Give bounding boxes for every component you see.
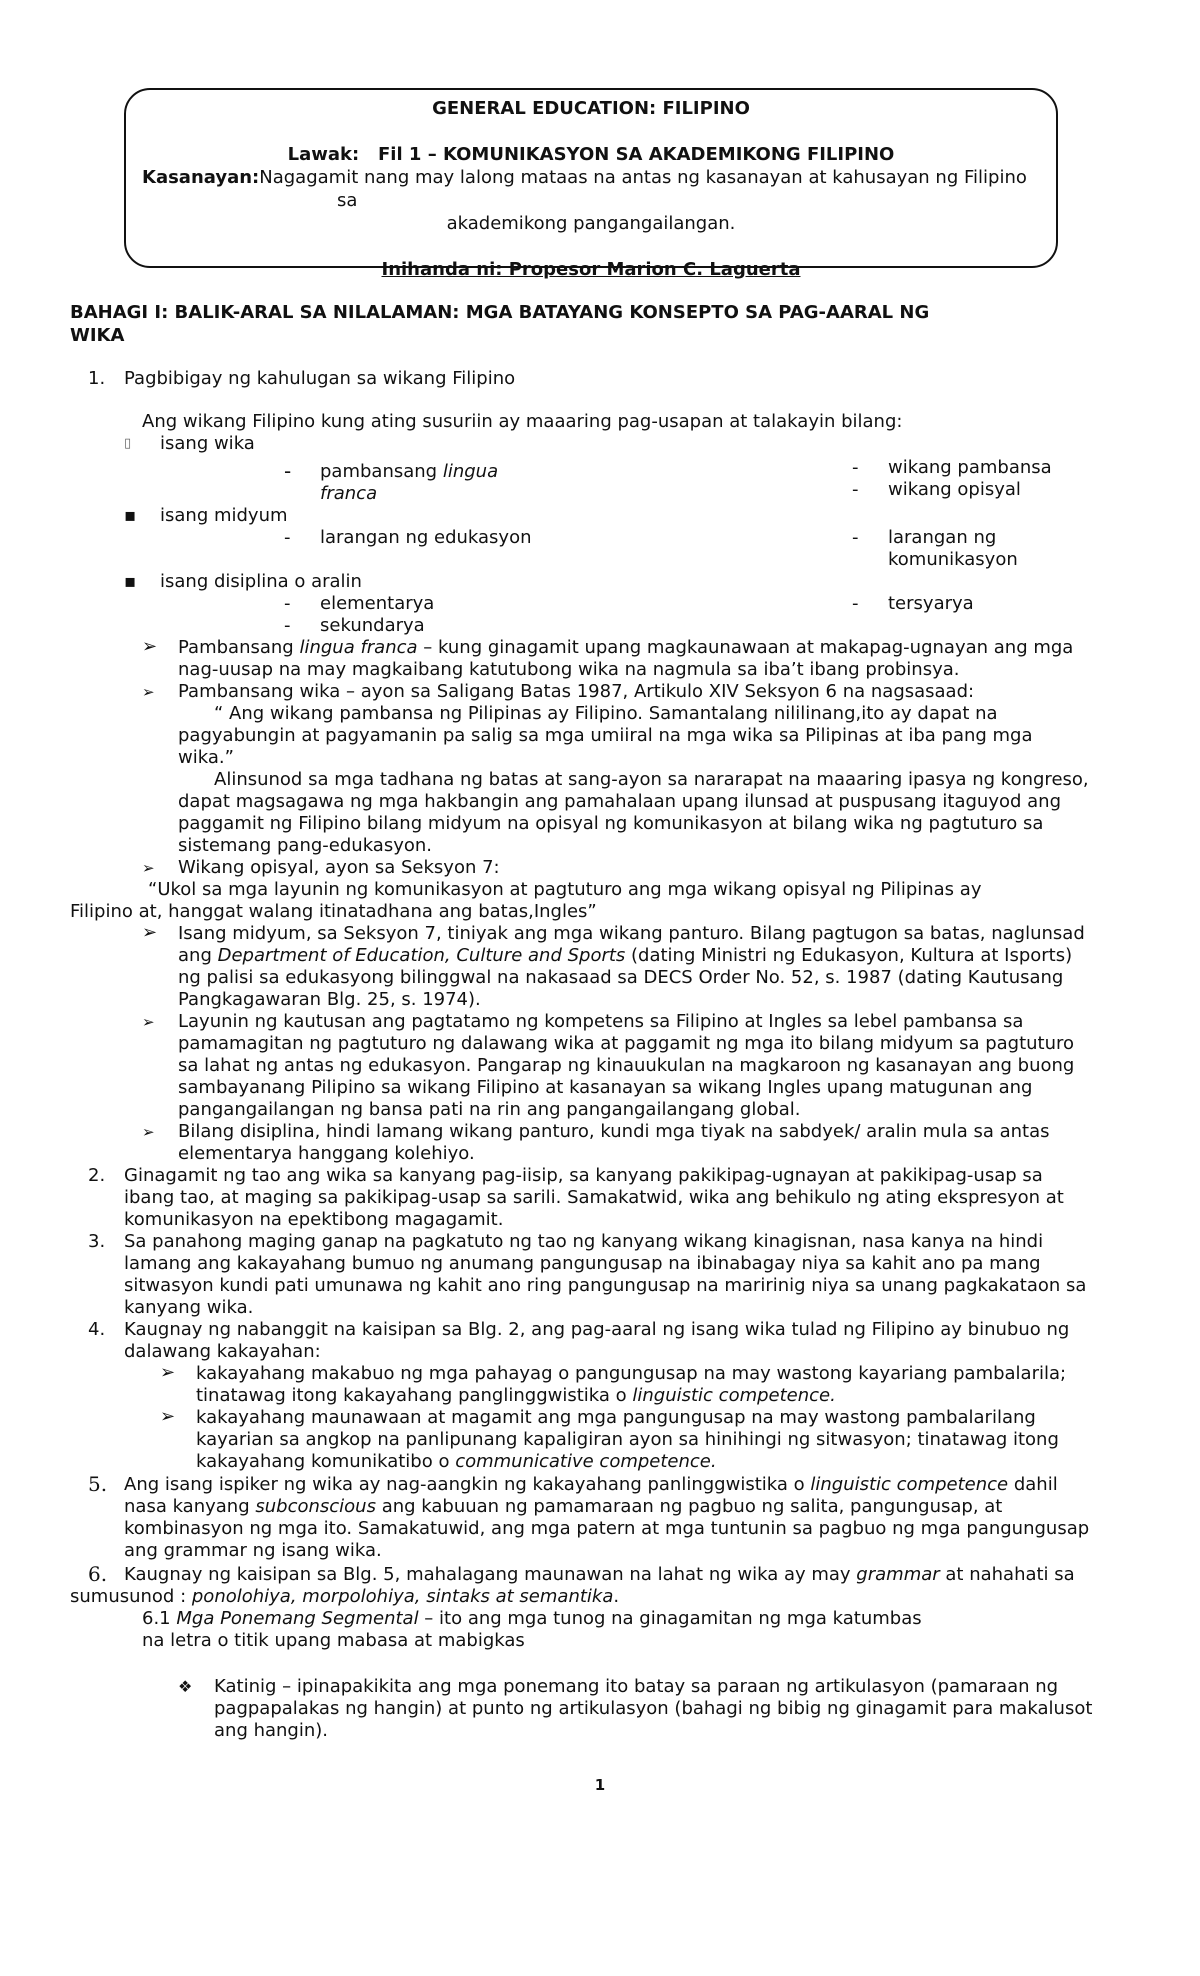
dash-icon: - [284, 593, 291, 614]
ly-line-3: sa lahat ng antas ng edukasyon. Pangarap ng kinauukulan na magkaroon ng kasanayan ang buong [178, 1055, 1075, 1076]
wikang-opisyal-line: Wikang opisyal, ayon sa Seksyon 7: [178, 857, 500, 878]
wika-right-1: wikang pambansa [888, 457, 1052, 478]
lawak-label: Lawak: [287, 144, 360, 165]
arrow-bullet-icon: ➢ [142, 922, 158, 943]
katinig-line-2: pagpapalakas ng hangin) at punto ng artikulasyon (bahagi ng bibig ng ginagamit para makalusot [214, 1698, 1093, 1719]
section-title-1: BAHAGI I: BALIK-ARAL SA NILALAMAN: MGA BATAYANG KONSEPTO SA PAG-AARAL NG [70, 302, 930, 323]
item-1-title: Pagbibigay ng kahulugan sa wikang Filipino [124, 368, 516, 389]
kasanayan-text-2: sa [337, 190, 358, 211]
pw-quote-1: “ Ang wikang pambansa ng Pilipinas ay Filipino. Samantalang nililinang,ito ay dapat na [214, 703, 998, 724]
section-title-2: WIKA [70, 325, 125, 346]
wika-right-2: wikang opisyal [888, 479, 1021, 500]
arrow-bullet-icon: ➢ [142, 636, 158, 657]
wika-left-1: pambansang lingua [320, 461, 499, 482]
dash-icon: - [284, 615, 291, 636]
item-3-line-4: kanyang wika. [124, 1297, 254, 1318]
pw-quote-3: wika.” [178, 747, 234, 768]
arrow-bullet-icon: ➢ [142, 1123, 155, 1141]
item-5-number: 5. [88, 1472, 108, 1496]
item-3-line-3: sitwasyon kundi pati umunawa ng kahit ano ring pangungusap na maririnig niya sa unang pagkakataon sa [124, 1275, 1087, 1296]
wo-quote-2: Filipino at, hanggat walang itinatadhana ang batas,Ingles” [70, 901, 597, 922]
kasanayan-label: Kasanayan: [142, 167, 260, 188]
pw-alin-2: dapat magsagawa ng mga hakbangin ang pamahalaan upang ilunsad at puspusang itaguyod ang [178, 791, 1062, 812]
square-bullet-icon: ▪ [124, 571, 137, 592]
bd-line-1: Bilang disiplina, hindi lamang wikang panturo, kundi mga tiyak na sabdyek/ aralin mula sa antas [178, 1121, 1050, 1142]
disiplina-left-1: elementarya [320, 593, 435, 614]
item-5-line-2: nasa kanyang subconscious ang kabuuan ng pamamaraan ng pagbuo ng salita, pangungusap, at [124, 1496, 1003, 1517]
item-4-b1-line-1: kakayahang makabuo ng mga pahayag o pangungusap na may wastong kayariang pambalarila; [196, 1363, 1067, 1384]
item-3-number: 3. [88, 1231, 106, 1252]
kasanayan-text-3: akademikong pangangailangan. [446, 213, 736, 234]
item-2-line-2: ibang tao, at maging sa pakikipag-usap sa sarili. Samakatwid, wika ang behikulo ng ating ekspresyon at [124, 1187, 1064, 1208]
item-4-b2-line-3: kakayahang komunikatibo o communicative competence. [196, 1451, 717, 1472]
item-5-line-1: Ang isang ispiker ng wika ay nag-aangkin ng kakayahang panlinggwistika o linguistic competence dahil [124, 1474, 1058, 1495]
im-line-4: Pangkagawaran Blg. 25, s. 1974). [178, 989, 481, 1010]
dash-icon: - [852, 593, 859, 614]
item-6-line-2: sumusunod : ponolohiya, morpolohiya, sintaks at semantika. [70, 1586, 620, 1607]
item-4-line-2: dalawang kakayahan: [124, 1341, 321, 1362]
disiplina-left-2: sekundarya [320, 615, 425, 636]
item-6-sub-line-1: 6.1 Mga Ponemang Segmental – ito ang mga tunog na ginagamitan ng mga katumbas [142, 1608, 922, 1629]
item-6-line-1: Kaugnay ng kaisipan sa Blg. 5, mahalagang maunawan na lahat ng wika ay may grammar at nahahati sa [124, 1564, 1075, 1585]
item-5-line-3: kombinasyon ng mga ito. Samakatuwid, ang mga patern at mga tuntunin sa pagbuo ng mga pangungusap [124, 1518, 1090, 1539]
dash-icon: - [852, 527, 859, 548]
item-2-line-1: Ginagamit ng tao ang wika sa kanyang pag-iisip, sa kanyang pakikipag-ugnayan at pakikipag-usap sa [124, 1165, 1043, 1186]
kasanayan-text-1: Nagagamit nang may lalong mataas na antas ng kasanayan at kahusayan ng Filipino [259, 167, 1027, 188]
doc-title: GENERAL EDUCATION: FILIPINO [432, 98, 750, 119]
arrow-bullet-icon: ➢ [142, 859, 155, 877]
pambansang-wika-line: Pambansang wika – ayon sa Saligang Batas 1987, Artikulo XIV Seksyon 6 na nagsasaad: [178, 681, 975, 702]
item-2-number: 2. [88, 1165, 106, 1186]
arrow-bullet-icon: ➢ [160, 1406, 176, 1427]
pw-alin-1: Alinsunod sa mga tadhana ng batas at sang-ayon sa nararapat na maaaring ipasya ng kongreso, [214, 769, 1089, 790]
item-1-number: 1. [88, 368, 106, 389]
prepared-by: Inihanda ni: Propesor Marion C. Laguerta [381, 259, 801, 280]
dash-icon: - [852, 479, 859, 500]
item-4-b2-line-1: kakayahang maunawaan at magamit ang mga pangungusap na may wastong pambalarilang [196, 1407, 1036, 1428]
item-2-line-3: komunikasyon na epektibong magagamit. [124, 1209, 504, 1230]
diamond-bullet-icon: ❖ [178, 1677, 193, 1696]
pw-alin-3: paggamit ng Filipino bilang midyum na opisyal ng komunikasyon at bilang wika ng pagtuturo sa [178, 813, 1044, 834]
wika-left-2: franca [320, 483, 378, 504]
arrow-bullet-icon: ➢ [142, 683, 155, 701]
midyum-right-2: komunikasyon [888, 549, 1018, 570]
dash-icon: - [284, 527, 291, 548]
arrow-bullet-icon: ➢ [142, 1013, 155, 1031]
kasanayan-line [142, 167, 1027, 189]
square-bullet-icon: ▪ [124, 505, 137, 526]
im-line-1: Isang midyum, sa Seksyon 7, tiniyak ang mga wikang panturo. Bilang pagtugon sa batas, naglunsad [178, 923, 1085, 944]
katinig-line-3: ang hangin). [214, 1720, 329, 1741]
item-3-line-1: Sa panahong maging ganap na pagkatuto ng tao ng kanyang wikang kinagisnan, nasa kanya na hindi [124, 1231, 1044, 1252]
item-4-number: 4. [88, 1319, 106, 1340]
ly-line-5: pangangailangan ng bansa pati na rin ang pangangailangang global. [178, 1099, 801, 1120]
disiplina-right: tersyarya [888, 593, 974, 614]
item-3-line-2: lamang ang kakayahang bumuo ng anumang pangungusap na ibinabagay niya sa kahit ano pa mang [124, 1253, 1041, 1274]
midyum-left: larangan ng edukasyon [320, 527, 532, 548]
arrow-bullet-icon: ➢ [160, 1362, 176, 1383]
dash-icon: - [284, 459, 292, 483]
im-line-2: ang Department of Education, Culture and Sports (dating Ministri ng Edukasyon, Kultura at Isports) [178, 945, 1073, 966]
item-5-line-4: ang grammar ng isang wika. [124, 1540, 382, 1561]
midyum-right-1: larangan ng [888, 527, 997, 548]
item-4-b2-line-2: kayarian sa angkop na panlipunang kapaligiran ayon sa hinihingi ng sitwasyon; tinatawag itong [196, 1429, 1059, 1450]
pw-quote-2: pagyabungin at pagyamanin pa salig sa mga umiiral na mga wika sa Pilipinas at iba pang mga [178, 725, 1033, 746]
item-6-number: 6. [88, 1562, 108, 1586]
im-line-3: ng palisi sa edukasyong bilinggwal na nakasaad sa DECS Order No. 52, s. 1987 (dating Kautusang [178, 967, 1064, 988]
isang-midyum-label: isang midyum [160, 505, 288, 526]
lingua-franca-paragraph: Pambansang lingua franca – kung ginagamit upang magkaunawaan at makapag-ugnayan ang mga nag-uusap na may magkaibang katutubong wika na nagmula sa iba’t ibang probinsya. [178, 637, 1074, 680]
isang-disiplina-label: isang disiplina o aralin [160, 571, 362, 592]
wo-quote-1: “Ukol sa mga layunin ng komunikasyon at pagtuturo ang mga wikang opisyal ng Pilipinas ay [148, 879, 982, 900]
dash-icon: - [852, 457, 859, 478]
isang-wika-label: isang wika [160, 433, 255, 454]
page-number: 1 [594, 1776, 606, 1794]
item-4-b1-line-2: tinatawag itong kakayahang panglinggwistika o linguistic competence. [196, 1385, 836, 1406]
bd-line-2: elementarya hanggang kolehiyo. [178, 1143, 475, 1164]
pw-alin-4: sistemang pang-edukasyon. [178, 835, 433, 856]
lawak-value: Fil 1 – KOMUNIKASYON SA AKADEMIKONG FILIPINO [378, 144, 895, 165]
item-1-intro: Ang wikang Filipino kung ating susuriin ay maaaring pag-usapan at talakayin bilang: [142, 411, 903, 432]
ly-line-1: Layunin ng kautusan ang pagtatamo ng kompetens sa Filipino at Ingles sa lebel pambansa sa [178, 1011, 1024, 1032]
katinig-line-1: Katinig – ipinapakikita ang mga ponemang ito batay sa paraan ng artikulasyon (pamaraan ng [214, 1676, 1059, 1697]
item-4-line-1: Kaugnay ng nabanggit na kaisipan sa Blg. 2, ang pag-aaral ng isang wika tulad ng Filipino ay binubuo ng [124, 1319, 1070, 1340]
missing-glyph-icon: ▯ [124, 436, 132, 451]
item-6-sub-line-2: na letra o titik upang mabasa at mabigkas [142, 1630, 525, 1651]
ly-line-2: pamamagitan ng pagtuturo ng dalawang wika at paggamit ng mga ito bilang midyum sa pagtuturo [178, 1033, 1075, 1054]
lawak-line [124, 144, 1058, 166]
ly-line-4: sambayanang Pilipino sa wikang Filipino at kasanayan sa wikang Ingles upang matugunan ang [178, 1077, 1033, 1098]
